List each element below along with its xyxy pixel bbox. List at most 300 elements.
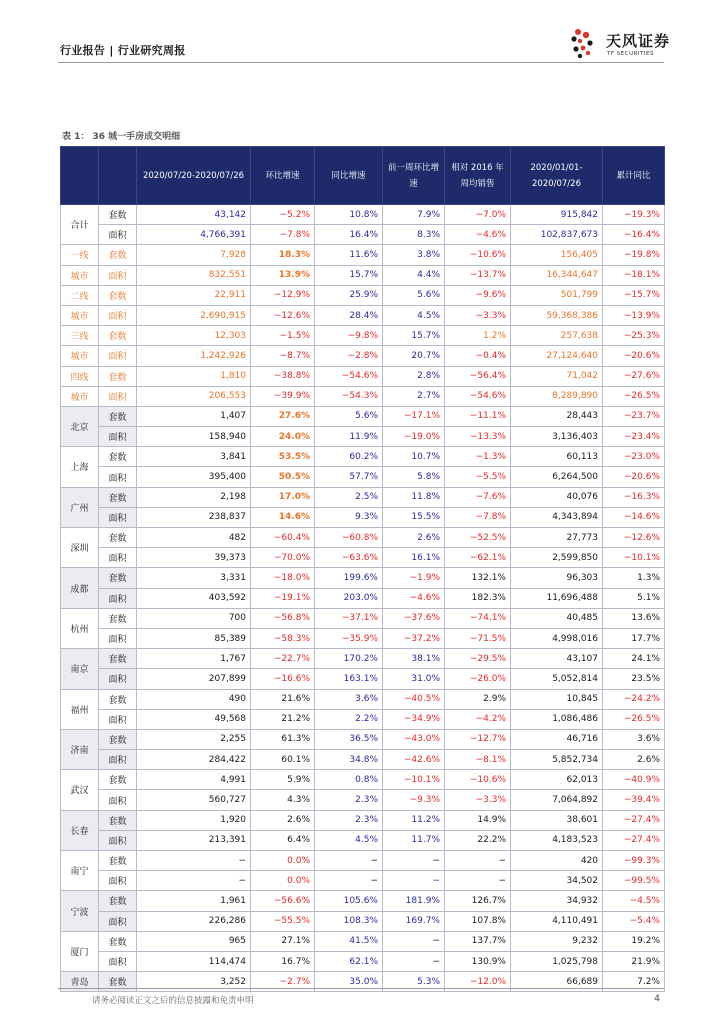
value-cell: − (445, 851, 511, 871)
table-row (61, 285, 665, 305)
value-cell: −19.0% (383, 427, 445, 447)
table-row (61, 205, 665, 225)
value-cell: 5.3% (383, 972, 445, 992)
metric-type-cell: 面积 (99, 951, 137, 971)
value-cell: 3.8% (383, 245, 445, 265)
value-cell: 257,638 (511, 326, 603, 346)
value-cell: 10,845 (511, 689, 603, 709)
table-row (61, 750, 665, 770)
value-cell: 3,841 (137, 447, 251, 467)
value-cell: −18.1% (603, 265, 665, 285)
value-cell: −18.0% (251, 568, 315, 588)
table-row (61, 406, 665, 426)
metric-type-cell: 套数 (99, 851, 137, 871)
value-cell: 38.1% (383, 649, 445, 669)
metric-type-cell: 面积 (99, 305, 137, 325)
value-cell: −13.7% (445, 265, 511, 285)
value-cell: 482 (137, 528, 251, 548)
table-row (61, 305, 665, 325)
metric-type-cell: 面积 (99, 669, 137, 689)
value-cell: −4.2% (445, 709, 511, 729)
city-cell: 成都 (61, 568, 99, 608)
logo-name: 天风证券 (606, 32, 671, 50)
value-cell: − (137, 871, 251, 891)
metric-type-cell: 面积 (99, 225, 137, 245)
value-cell: −99.3% (603, 851, 665, 871)
value-cell: 40,076 (511, 487, 603, 507)
value-cell: 2.7% (383, 386, 445, 406)
value-cell: 6.4% (251, 830, 315, 850)
value-cell: −16.4% (603, 225, 665, 245)
value-cell: 102,837,673 (511, 225, 603, 245)
value-cell: 41.5% (315, 931, 383, 951)
value-cell: − (315, 871, 383, 891)
logo-subtitle: TF SECURITIES (607, 51, 654, 57)
value-cell: 4,343,894 (511, 507, 603, 527)
value-cell: − (383, 871, 445, 891)
city-cell: 福州 (61, 689, 99, 729)
value-cell: 49,568 (137, 709, 251, 729)
value-cell: −42.6% (383, 750, 445, 770)
value-cell: 60.1% (251, 750, 315, 770)
value-cell: 57.7% (315, 467, 383, 487)
footer-disclaimer: 请务必阅读正文之后的信息披露和免责申明 (92, 996, 254, 1006)
table-row (61, 729, 665, 749)
value-cell: 43,107 (511, 649, 603, 669)
value-cell: 11,696,488 (511, 588, 603, 608)
value-cell: −14.6% (603, 507, 665, 527)
metric-type-cell: 面积 (99, 386, 137, 406)
value-cell: 560,727 (137, 790, 251, 810)
value-cell: 163.1% (315, 669, 383, 689)
city-cell: 宁波 (61, 891, 99, 931)
value-cell: 31.0% (383, 669, 445, 689)
value-cell: 16.7% (251, 951, 315, 971)
value-cell: −12.6% (603, 528, 665, 548)
header-cell: 前一周环比增速 (383, 147, 445, 205)
value-cell: −16.6% (251, 669, 315, 689)
value-cell: −2.7% (251, 972, 315, 992)
page-number: 4 (654, 994, 660, 1004)
value-cell: −3.3% (445, 790, 511, 810)
value-cell: − (137, 851, 251, 871)
value-cell: −3.3% (445, 305, 511, 325)
value-cell: 126.7% (445, 891, 511, 911)
value-cell: 3.6% (315, 689, 383, 709)
value-cell: − (383, 931, 445, 951)
metric-type-cell: 面积 (99, 911, 137, 931)
value-cell: 2.6% (383, 528, 445, 548)
table-row (61, 669, 665, 689)
value-cell: 50.5% (251, 467, 315, 487)
value-cell: −12.7% (445, 729, 511, 749)
value-cell: −0.4% (445, 346, 511, 366)
value-cell: −7.6% (445, 487, 511, 507)
value-cell: 15.7% (315, 265, 383, 285)
metric-type-cell: 面积 (99, 548, 137, 568)
value-cell: 14.6% (251, 507, 315, 527)
header-cell (99, 147, 137, 205)
value-cell: 1,810 (137, 366, 251, 386)
city-cell: 深圳 (61, 528, 99, 568)
table-row (61, 790, 665, 810)
value-cell: − (445, 871, 511, 891)
value-cell: − (383, 951, 445, 971)
city-cell: 二线 (61, 285, 99, 305)
value-cell: 24.1% (603, 649, 665, 669)
value-cell: 16.4% (315, 225, 383, 245)
value-cell: 60.2% (315, 447, 383, 467)
value-cell: −5.5% (445, 467, 511, 487)
transaction-table (60, 146, 665, 992)
table-row (61, 689, 665, 709)
value-cell: 137.7% (445, 931, 511, 951)
value-cell: 5.9% (251, 770, 315, 790)
value-cell: 23.5% (603, 669, 665, 689)
table-row (61, 851, 665, 871)
value-cell: 203.0% (315, 588, 383, 608)
value-cell: 59,368,386 (511, 305, 603, 325)
value-cell: 17.7% (603, 628, 665, 648)
city-cell: 济南 (61, 729, 99, 769)
value-cell: −27.6% (603, 366, 665, 386)
value-cell: −10.1% (383, 770, 445, 790)
value-cell: −1.9% (383, 568, 445, 588)
value-cell: 238,837 (137, 507, 251, 527)
value-cell: −2.8% (315, 346, 383, 366)
value-cell: −27.4% (603, 830, 665, 850)
table-row (61, 931, 665, 951)
value-cell: 1.3% (603, 568, 665, 588)
value-cell: 16.1% (383, 548, 445, 568)
value-cell: −10.6% (445, 770, 511, 790)
value-cell: 1,242,926 (137, 346, 251, 366)
value-cell: 19.2% (603, 931, 665, 951)
value-cell: 2,599,850 (511, 548, 603, 568)
tf-logo-icon (566, 26, 602, 62)
value-cell: 2.3% (315, 810, 383, 830)
metric-type-cell: 套数 (99, 285, 137, 305)
value-cell: 9.3% (315, 507, 383, 527)
value-cell: 114,474 (137, 951, 251, 971)
metric-type-cell: 套数 (99, 810, 137, 830)
value-cell: 43,142 (137, 205, 251, 225)
value-cell: −23.4% (603, 427, 665, 447)
metric-type-cell: 套数 (99, 245, 137, 265)
metric-type-cell: 面积 (99, 709, 137, 729)
value-cell: 39,373 (137, 548, 251, 568)
city-cell: 城市 (61, 265, 99, 285)
value-cell: 965 (137, 931, 251, 951)
value-cell: 1,961 (137, 891, 251, 911)
value-cell: −5.4% (603, 911, 665, 931)
value-cell: 40,485 (511, 608, 603, 628)
value-cell: −40.5% (383, 689, 445, 709)
value-cell: 2.9% (445, 689, 511, 709)
value-cell: 4.5% (315, 830, 383, 850)
metric-type-cell: 套数 (99, 366, 137, 386)
value-cell: 27.6% (251, 406, 315, 426)
value-cell: −5.2% (251, 205, 315, 225)
value-cell: 5.1% (603, 588, 665, 608)
header-cell: 相对 2016 年周均销售 (445, 147, 511, 205)
table-row (61, 830, 665, 850)
value-cell: 4.5% (383, 305, 445, 325)
value-cell: 34,932 (511, 891, 603, 911)
value-cell: 27,773 (511, 528, 603, 548)
value-cell: 18.3% (251, 245, 315, 265)
value-cell: 3.6% (603, 729, 665, 749)
value-cell: −27.4% (603, 810, 665, 830)
value-cell: 27,124,640 (511, 346, 603, 366)
value-cell: 96,303 (511, 568, 603, 588)
value-cell: 2,690,915 (137, 305, 251, 325)
table-row (61, 467, 665, 487)
value-cell: 1,407 (137, 406, 251, 426)
value-cell: 1,767 (137, 649, 251, 669)
value-cell: 2.3% (315, 790, 383, 810)
value-cell: −40.9% (603, 770, 665, 790)
value-cell: −23.7% (603, 406, 665, 426)
value-cell: 170.2% (315, 649, 383, 669)
value-cell: 501,799 (511, 285, 603, 305)
table-row (61, 568, 665, 588)
value-cell: 15.5% (383, 507, 445, 527)
value-cell: −11.1% (445, 406, 511, 426)
value-cell: 35.0% (315, 972, 383, 992)
value-cell: 16,344,647 (511, 265, 603, 285)
value-cell: 11.7% (383, 830, 445, 850)
value-cell: 206,553 (137, 386, 251, 406)
city-cell: 合计 (61, 205, 99, 245)
city-cell: 广州 (61, 487, 99, 527)
value-cell: 11.2% (383, 810, 445, 830)
value-cell: 490 (137, 689, 251, 709)
value-cell: −37.1% (315, 608, 383, 628)
value-cell: −1.5% (251, 326, 315, 346)
company-logo (566, 26, 672, 62)
value-cell: −35.9% (315, 628, 383, 648)
metric-type-cell: 面积 (99, 588, 137, 608)
value-cell: −39.4% (603, 790, 665, 810)
value-cell: 53.5% (251, 447, 315, 467)
value-cell: 11.9% (315, 427, 383, 447)
value-cell: −9.8% (315, 326, 383, 346)
header-divider (58, 62, 664, 63)
value-cell: 158,940 (137, 427, 251, 447)
value-cell: −70.0% (251, 548, 315, 568)
value-cell: 1.2% (445, 326, 511, 346)
value-cell: 7.2% (603, 972, 665, 992)
value-cell: 2.8% (383, 366, 445, 386)
value-cell: 2,255 (137, 729, 251, 749)
value-cell: 182.3% (445, 588, 511, 608)
city-cell: 青岛 (61, 972, 99, 992)
value-cell: −24.2% (603, 689, 665, 709)
metric-type-cell: 面积 (99, 830, 137, 850)
table-row (61, 366, 665, 386)
table-row (61, 588, 665, 608)
value-cell: 60,113 (511, 447, 603, 467)
city-cell: 城市 (61, 346, 99, 366)
value-cell: 85,389 (137, 628, 251, 648)
value-cell: 17.0% (251, 487, 315, 507)
table-row (61, 447, 665, 467)
metric-type-cell: 套数 (99, 891, 137, 911)
value-cell: 7,928 (137, 245, 251, 265)
value-cell: 34,502 (511, 871, 603, 891)
value-cell: 5.6% (383, 285, 445, 305)
value-cell: 34.8% (315, 750, 383, 770)
value-cell: 4,110,491 (511, 911, 603, 931)
value-cell: 1,025,798 (511, 951, 603, 971)
value-cell: 66,689 (511, 972, 603, 992)
value-cell: −8.7% (251, 346, 315, 366)
value-cell: −13.9% (603, 305, 665, 325)
metric-type-cell: 套数 (99, 689, 137, 709)
value-cell: − (315, 851, 383, 871)
value-cell: 107.8% (445, 911, 511, 931)
table-row (61, 871, 665, 891)
value-cell: −38.8% (251, 366, 315, 386)
value-cell: −39.9% (251, 386, 315, 406)
table-row (61, 548, 665, 568)
header-cell (61, 147, 99, 205)
value-cell: −60.8% (315, 528, 383, 548)
value-cell: 8.3% (383, 225, 445, 245)
metric-type-cell: 套数 (99, 487, 137, 507)
header-cell: 环比增速 (251, 147, 315, 205)
value-cell: 9,232 (511, 931, 603, 951)
value-cell: 0.0% (251, 851, 315, 871)
city-cell: 长春 (61, 810, 99, 850)
value-cell: 71,042 (511, 366, 603, 386)
metric-type-cell: 套数 (99, 568, 137, 588)
value-cell: 62,013 (511, 770, 603, 790)
table-row (61, 628, 665, 648)
value-cell: −1.3% (445, 447, 511, 467)
value-cell: 22.2% (445, 830, 511, 850)
city-cell: 城市 (61, 386, 99, 406)
value-cell: 10.7% (383, 447, 445, 467)
value-cell: 22,911 (137, 285, 251, 305)
value-cell: 105.6% (315, 891, 383, 911)
value-cell: 3,331 (137, 568, 251, 588)
value-cell: −37.6% (383, 608, 445, 628)
value-cell: −19.1% (251, 588, 315, 608)
value-cell: −54.6% (315, 366, 383, 386)
value-cell: −7.8% (445, 507, 511, 527)
value-cell: 28,443 (511, 406, 603, 426)
value-cell: −9.6% (445, 285, 511, 305)
metric-type-cell: 套数 (99, 972, 137, 992)
value-cell: 11.8% (383, 487, 445, 507)
city-cell: 武汉 (61, 770, 99, 810)
table-row (61, 346, 665, 366)
value-cell: −9.3% (383, 790, 445, 810)
table-row (61, 225, 665, 245)
value-cell: −56.8% (251, 608, 315, 628)
table-body (61, 205, 665, 992)
value-cell: 38,601 (511, 810, 603, 830)
value-cell: 28.4% (315, 305, 383, 325)
city-cell: 四线 (61, 366, 99, 386)
value-cell: 20.7% (383, 346, 445, 366)
table-row (61, 608, 665, 628)
value-cell: 2.6% (603, 750, 665, 770)
value-cell: 5,052,814 (511, 669, 603, 689)
value-cell: −13.3% (445, 427, 511, 447)
value-cell: −12.0% (445, 972, 511, 992)
value-cell: −63.6% (315, 548, 383, 568)
value-cell: −19.3% (603, 205, 665, 225)
table-row (61, 386, 665, 406)
table-row (61, 427, 665, 447)
value-cell: 6,264,500 (511, 467, 603, 487)
city-cell: 南京 (61, 649, 99, 689)
value-cell: −16.3% (603, 487, 665, 507)
value-cell: −52.5% (445, 528, 511, 548)
table-row (61, 770, 665, 790)
table-row (61, 810, 665, 830)
value-cell: 2.5% (315, 487, 383, 507)
value-cell: 14.9% (445, 810, 511, 830)
value-cell: −4.6% (383, 588, 445, 608)
value-cell: 21.2% (251, 709, 315, 729)
value-cell: −55.5% (251, 911, 315, 931)
value-cell: 7.9% (383, 205, 445, 225)
value-cell: 915,842 (511, 205, 603, 225)
value-cell: 15.7% (383, 326, 445, 346)
value-cell: −8.1% (445, 750, 511, 770)
value-cell: 10.8% (315, 205, 383, 225)
metric-type-cell: 面积 (99, 427, 137, 447)
value-cell: −99.5% (603, 871, 665, 891)
value-cell: −12.9% (251, 285, 315, 305)
table-row (61, 326, 665, 346)
value-cell: 420 (511, 851, 603, 871)
value-cell: 4,998,016 (511, 628, 603, 648)
metric-type-cell: 套数 (99, 406, 137, 426)
value-cell: 207,899 (137, 669, 251, 689)
value-cell: −7.8% (251, 225, 315, 245)
value-cell: −62.1% (445, 548, 511, 568)
table-caption: 表 1： 36 城一手房成交明细 (62, 132, 181, 142)
table-row (61, 487, 665, 507)
metric-type-cell: 套数 (99, 649, 137, 669)
metric-type-cell: 面积 (99, 871, 137, 891)
value-cell: −54.3% (315, 386, 383, 406)
value-cell: 61.3% (251, 729, 315, 749)
city-cell: 三线 (61, 326, 99, 346)
value-cell: −56.4% (445, 366, 511, 386)
value-cell: −29.5% (445, 649, 511, 669)
table-row (61, 507, 665, 527)
value-cell: 12,303 (137, 326, 251, 346)
value-cell: 108.3% (315, 911, 383, 931)
value-cell: −26.5% (603, 709, 665, 729)
value-cell: −58.3% (251, 628, 315, 648)
value-cell: 181.9% (383, 891, 445, 911)
table-row (61, 709, 665, 729)
value-cell: −23.0% (603, 447, 665, 467)
value-cell: 24.0% (251, 427, 315, 447)
value-cell: 2.2% (315, 709, 383, 729)
value-cell: −4.6% (445, 225, 511, 245)
city-cell: 厦门 (61, 931, 99, 971)
value-cell: 284,422 (137, 750, 251, 770)
metric-type-cell: 面积 (99, 750, 137, 770)
